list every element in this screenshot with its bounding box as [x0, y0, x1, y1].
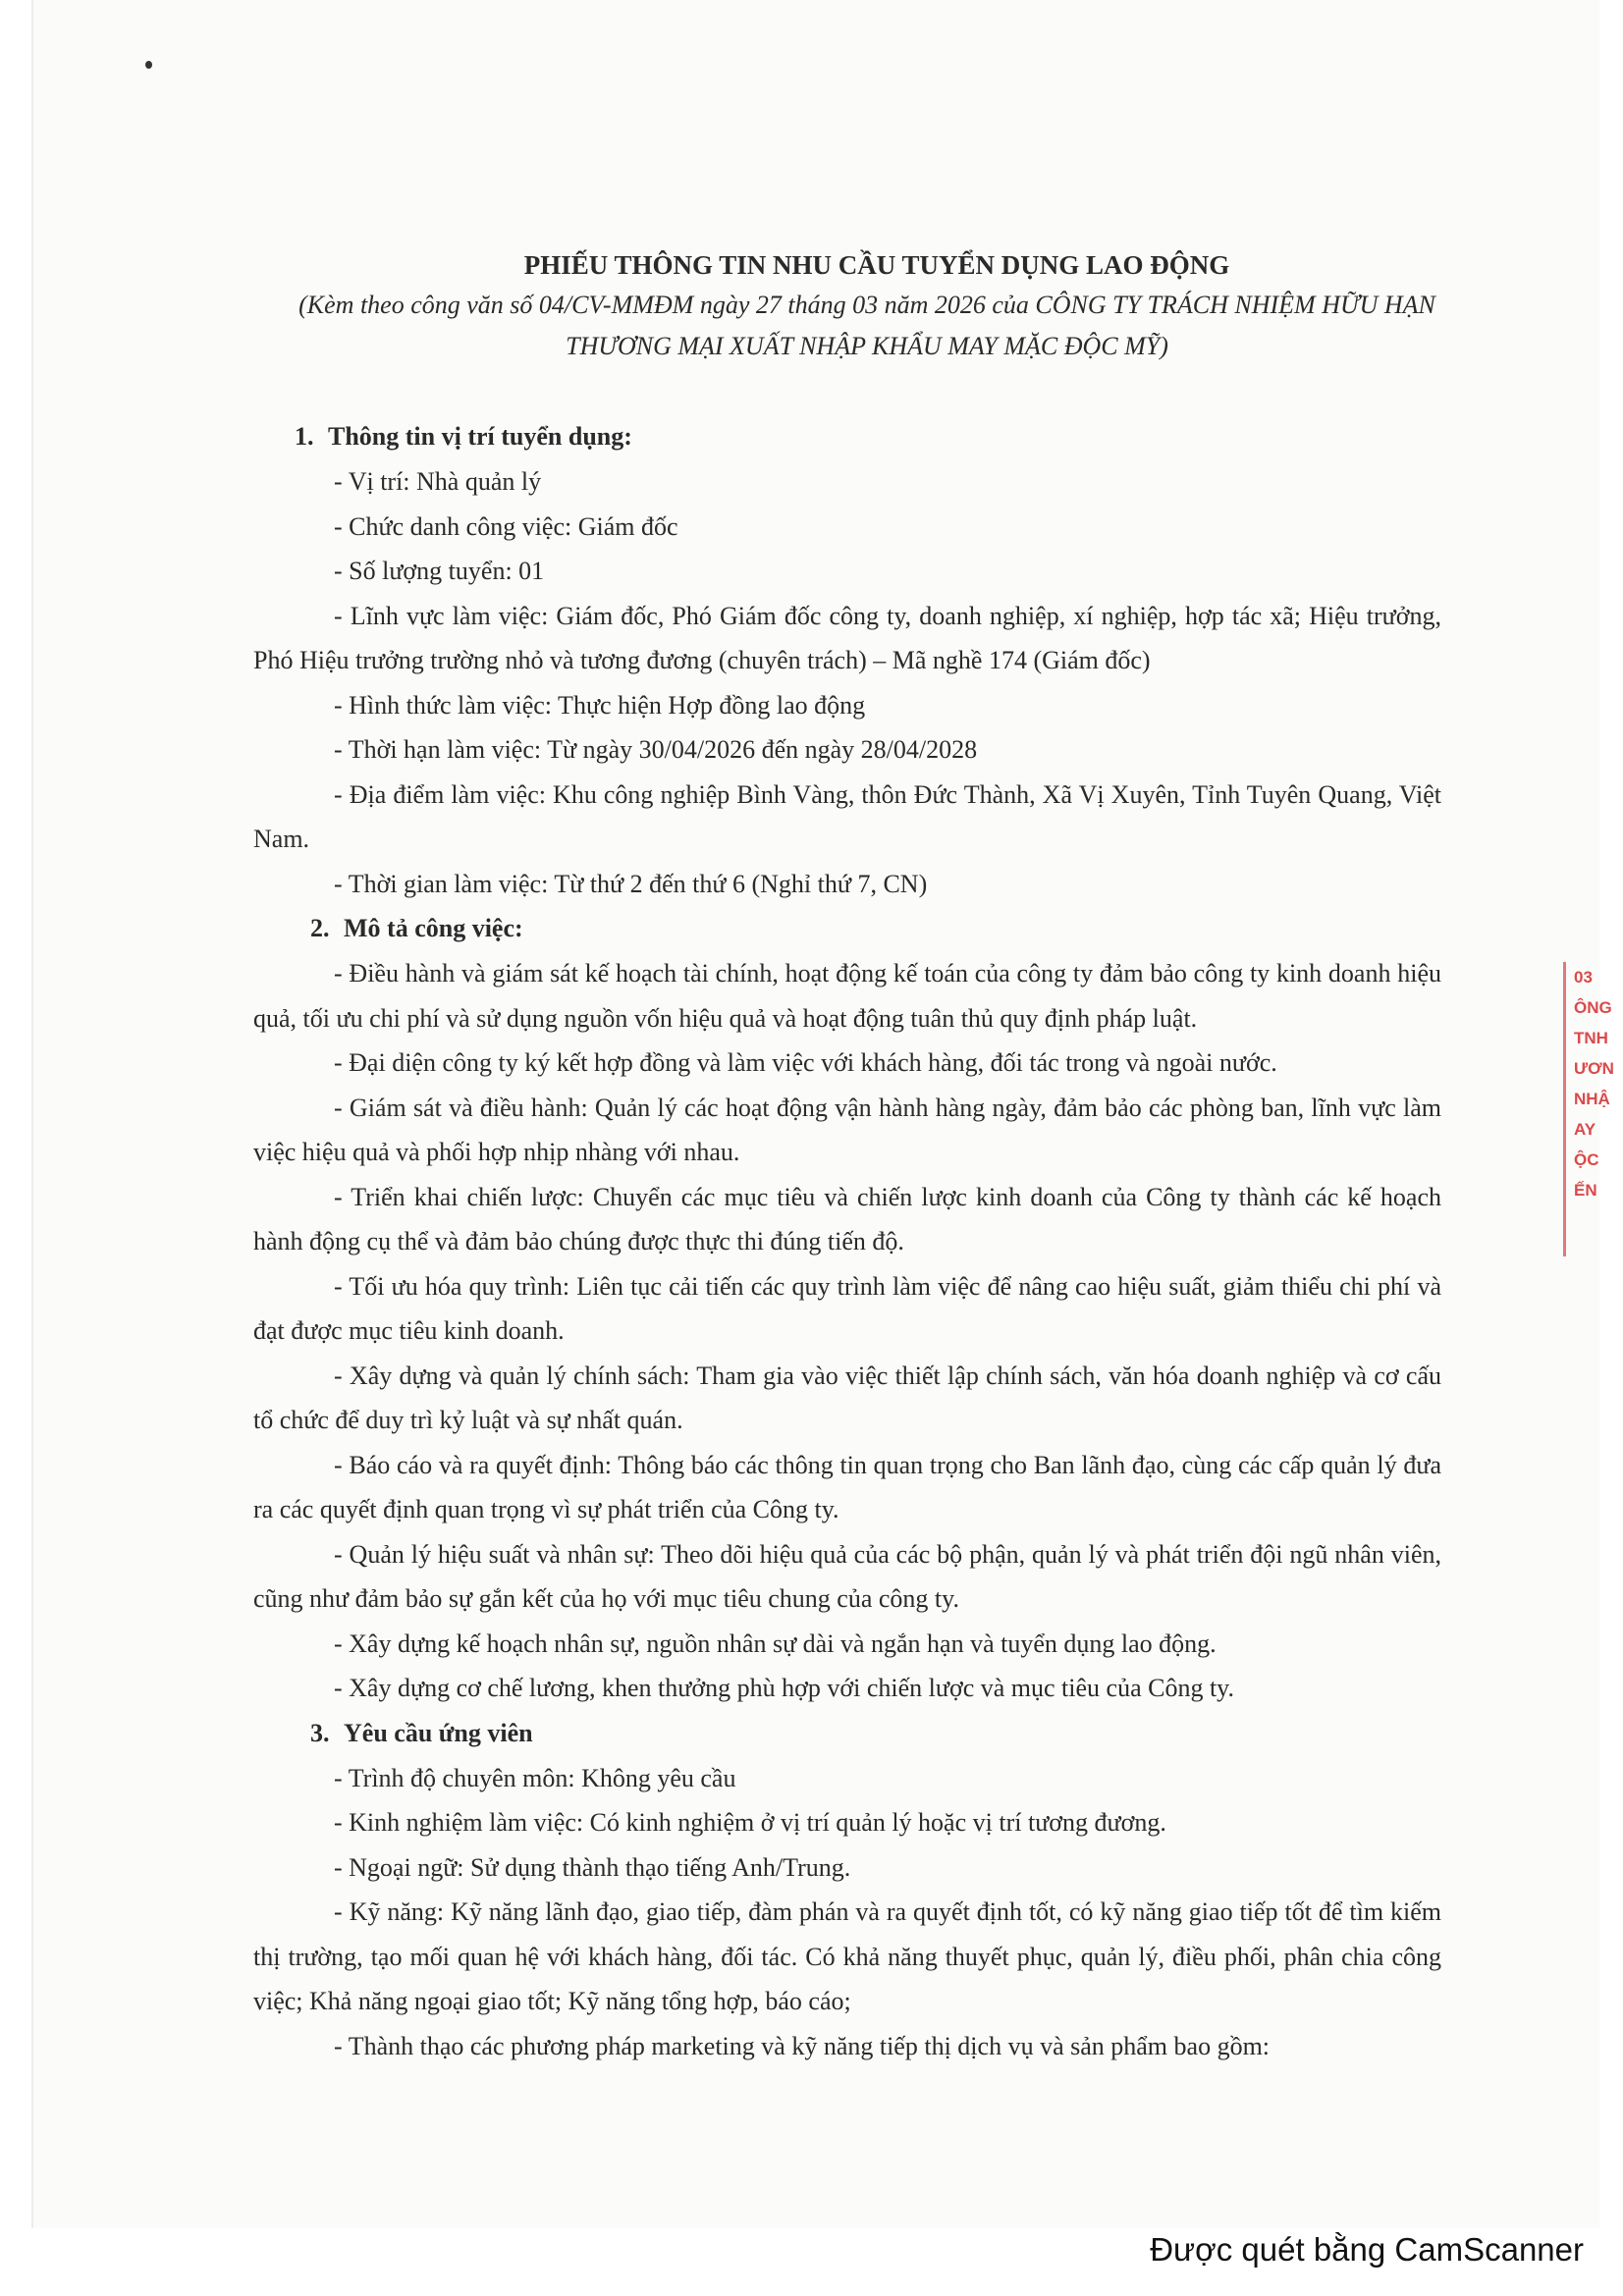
section-title: Thông tin vị trí tuyển dụng: — [328, 422, 632, 451]
list-item: - Hình thức làm việc: Thực hiện Hợp đồng lao động — [334, 690, 866, 720]
stamp-text: AY — [1574, 1120, 1596, 1139]
section-position-info — [253, 414, 1441, 906]
list-item: - Thời hạn làm việc: Từ ngày 30/04/2026 đến ngày 28/04/2028 — [334, 735, 978, 764]
section-candidate-requirements — [253, 1711, 1441, 2069]
list-item: - Thời gian làm việc: Từ thứ 2 đến thứ 6 (Nghỉ thứ 7, CN) — [334, 869, 928, 898]
list-item: - Xây dựng kế hoạch nhân sự, nguồn nhân sự dài và ngắn hạn và tuyển dụng lao động. — [334, 1629, 1217, 1658]
document-title: PHIẾU THÔNG TIN NHU CẦU TUYỂN DỤNG LAO ĐỘNG — [523, 250, 1230, 280]
scanner-watermark: Được quét bằng CamScanner — [1150, 2231, 1584, 2268]
section-job-description — [253, 906, 1441, 1711]
document-body — [253, 245, 1441, 2068]
list-item: - Trình độ chuyên môn: Không yêu cầu — [334, 1763, 736, 1792]
list-item: - Số lượng tuyển: 01 — [334, 557, 545, 585]
section-title: Mô tả công việc: — [344, 914, 523, 942]
list-item: - Xây dựng cơ chế lương, khen thưởng phù hợp với chiến lược và mục tiêu của Công ty. — [334, 1674, 1234, 1702]
section-heading — [253, 906, 1441, 951]
scan-speck — [145, 61, 152, 69]
section-number: 2. — [310, 914, 330, 942]
list-item: - Vị trí: Nhà quản lý — [334, 467, 542, 496]
stamp-text: 03 — [1574, 968, 1593, 987]
section-title: Yêu cầu ứng viên — [344, 1718, 533, 1747]
section-number: 1. — [295, 422, 314, 451]
stamp-text: ÔNG — [1574, 998, 1612, 1017]
list-item: - Quản lý hiệu suất và nhân sự: Theo dõi hiệu quả của các bộ phận, quản lý và phát triển đội ngũ nhân viên, cũng như đảm bảo sự gắn kết của họ với mục tiêu chung của công ty. — [253, 1539, 1441, 1613]
stamp-text: TNH — [1574, 1029, 1608, 1047]
list-item: - Kỹ năng: Kỹ năng lãnh đạo, giao tiếp, đàm phán và ra quyết định tốt, có kỹ năng giao tiếp tốt để tìm kiếm thị trường, tạo mối quan hệ với khách hàng, đối tác. Có khả năng thuyết phục, quản lý, điều phối, phân chia công việc; Khả năng ngoại giao tốt; Kỹ năng tổng hợp, báo cáo; — [253, 1897, 1441, 2015]
list-item: - Xây dựng và quản lý chính sách: Tham gia vào việc thiết lập chính sách, văn hóa doanh nghiệp và cơ cấu tổ chức để duy trì kỷ luật và sự nhất quán. — [253, 1361, 1441, 1434]
document-subtitle: (Kèm theo công văn số 04/CV-MMĐM ngày 27 tháng 03 năm 2026 của CÔNG TY TRÁCH NHIỆM HỮU HẠN THƯƠNG MẠI XUẤT NHẬP KHẨU MAY MẶC ĐỘC MỸ) — [298, 291, 1435, 360]
list-item: - Đại diện công ty ký kết hợp đồng và làm việc với khách hàng, đối tác trong và ngoài nước. — [334, 1048, 1277, 1077]
stamp-text: ỘC — [1574, 1150, 1599, 1169]
section-number: 3. — [310, 1718, 330, 1747]
list-item: - Kinh nghiệm làm việc: Có kinh nghiệm ở vị trí quản lý hoặc vị trí tương đương. — [334, 1808, 1166, 1837]
list-item: - Điều hành và giám sát kế hoạch tài chính, hoạt động kế toán của công ty đảm bảo công ty kinh doanh hiệu quả, tối ưu chi phí và sử dụng nguồn vốn hiệu quả và hoạt động tuân thủ quy định pháp luật. — [253, 959, 1441, 1033]
list-item: - Thành thạo các phương pháp marketing và kỹ năng tiếp thị dịch vụ và sản phẩm bao gồm: — [334, 2031, 1271, 2060]
section-heading — [253, 1711, 1441, 1756]
list-item: - Ngoại ngữ: Sử dụng thành thạo tiếng Anh/Trung. — [334, 1852, 851, 1882]
list-item: - Chức danh công việc: Giám đốc — [334, 511, 678, 541]
company-stamp — [1563, 962, 1623, 1256]
list-item: - Tối ưu hóa quy trình: Liên tục cải tiến các quy trình làm việc để nâng cao hiệu suất, giảm thiểu chi phí và đạt được mục tiêu kinh doanh. — [253, 1271, 1441, 1345]
list-item: - Triển khai chiến lược: Chuyển các mục tiêu và chiến lược kinh doanh của Công ty thành các kế hoạch hành động cụ thể và đảm bảo chúng được thực thi đúng tiến độ. — [253, 1182, 1441, 1255]
list-item: - Địa điểm làm việc: Khu công nghiệp Bình Vàng, thôn Đức Thành, Xã Vị Xuyên, Tỉnh Tuyên Quang, Việt Nam. — [253, 779, 1441, 853]
list-item: - Giám sát và điều hành: Quản lý các hoạt động vận hành hàng ngày, đảm bảo các phòng ban, lĩnh vực làm việc hiệu quả và phối hợp nhịp nhàng với nhau. — [253, 1093, 1441, 1166]
list-item: - Lĩnh vực làm việc: Giám đốc, Phó Giám đốc công ty, doanh nghiệp, xí nghiệp, hợp tác xã; Hiệu trưởng, Phó Hiệu trưởng trường nhỏ và tương đương (chuyên trách) – Mã nghề 174 (Giám đốc) — [253, 601, 1441, 674]
stamp-text: ẾN — [1574, 1181, 1597, 1200]
stamp-text: ƯƠN — [1574, 1059, 1614, 1078]
list-item: - Báo cáo và ra quyết định: Thông báo các thông tin quan trọng cho Ban lãnh đạo, cùng các cấp quản lý đưa ra các quyết định quan trọng vì sự phát triển của Công ty. — [253, 1450, 1441, 1523]
section-heading — [253, 414, 1441, 459]
stamp-text: NHẬ — [1574, 1090, 1610, 1108]
